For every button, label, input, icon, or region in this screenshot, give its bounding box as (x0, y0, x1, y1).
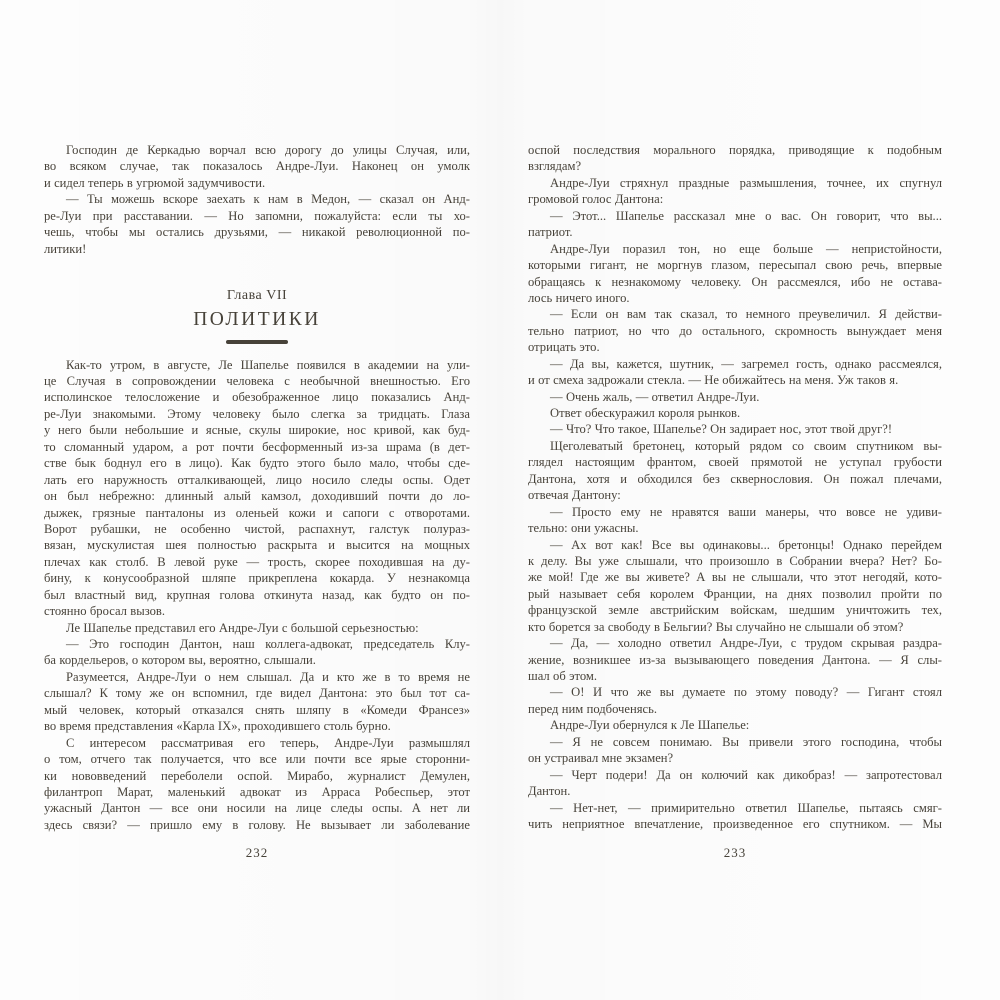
text-line: кто борется за свободу в Бельгии? Вы случайно не слышали об этом? (528, 619, 904, 634)
text-line: ужасный Дантон — все они носили на лице следы оспы. А нет ли (44, 801, 470, 816)
text-line: вязан, мускулистая шея полностью раскрыта и высится на мощных (44, 538, 470, 553)
paragraph (528, 208, 942, 241)
paragraph (528, 504, 942, 537)
text-line: и сидел теперь в угрюмой задумчивости. (44, 175, 266, 190)
text-line: — Да, — холодно ответил Андре-Луи, с трудом скрывая раздра- (550, 636, 942, 651)
text-line: Господин де Керкадью ворчал всю дорогу до улицы Случая, или, (66, 143, 470, 157)
text-line: во всяком случае, так показалось Андре-Луи. Наконец он умолк (44, 159, 470, 174)
text-line: — Что? Что такое, Шапелье? Он задирает нос, этот твой друг?! (550, 422, 893, 437)
text-line: Разумеется, Андре-Луи о нем слышал. Да и кто же в то время не (66, 669, 470, 684)
text-line: рый называет себя королем Франции, на днях позволил пройти по (528, 586, 942, 601)
text-line: перед ним подбоченясь. (528, 701, 657, 716)
chapter-heading (44, 257, 470, 357)
text-line: Ле Шапелье представил его Андре-Луи с большой серьезностью: (66, 620, 419, 635)
text-line: — Нет-нет, — примирительно ответил Шапелье, пытаясь смяг- (550, 800, 942, 815)
paragraph (44, 620, 470, 636)
text-line: ре-Луи при расставании. — Но запомни, пожалуйста: если ты хо- (44, 208, 470, 223)
paragraph (44, 669, 470, 735)
paragraph (44, 357, 470, 620)
paragraph (44, 191, 470, 257)
text-line: взглядам? (528, 159, 582, 174)
paragraph (528, 241, 942, 307)
text-line: обращаясь к незнакомому человеку. Он рассмеялся, ибо не остава- (528, 274, 942, 289)
text-line: Андре-Луи поразил тон, но еще больше — непристойности, (550, 241, 942, 256)
text-line: у него были небольшие и ясные, скулы широкие, нос кривой, как буд- (44, 423, 470, 438)
text-line: стоянно бросал вызов. (44, 604, 165, 619)
paragraph (44, 142, 470, 191)
text-line: — О! И что же вы думаете по этому поводу? — Гигант стоял (550, 685, 942, 700)
text-line: Ворот рубашки, не особенно чистой, распахнут, галстук полураз- (44, 521, 470, 536)
paragraph (528, 356, 942, 389)
text-line: тельно: они ужасны. (528, 521, 639, 536)
text-line: жение, возникшее из-за вызывающего поведения Дантона. — Я слы- (528, 652, 942, 667)
text-line: — Я не совсем понимаю. Вы привели этого господина, чтобы (550, 734, 942, 749)
text-line: це Случая в сопровождении человека с необычной внешностью. Его (44, 374, 470, 388)
paragraph (528, 175, 942, 208)
text-line: которыми гигант, не моргнув глазом, пересыпал свою речь, впервые (528, 258, 942, 273)
text-line: — Это господин Дантон, наш коллега-адвокат, председатель Клу- (66, 637, 470, 651)
paragraph (528, 767, 942, 800)
text-line: слышал? К тому же он вспомнил, где видел Дантона: это был тот са- (44, 686, 470, 701)
text-line: — Если он вам так сказал, то немного преувеличил. Я действи- (550, 307, 942, 322)
paragraph (528, 389, 942, 405)
paragraph (528, 717, 942, 733)
chapter-title: ПОЛИТИКИ (193, 309, 321, 331)
paragraph (44, 735, 470, 834)
text-line: — Да вы, кажется, шутник, — загремел гость, однако рассмеялся, (550, 356, 942, 371)
text-line: Дантон. (528, 784, 571, 799)
text-line: — Ах вот как! Все вы одинаковы... бретонцы! Однако перейдем (550, 537, 942, 552)
text-line: тельно патриот, но что до остального, скромность вынуждает меня (528, 323, 942, 338)
text-line: глядел настоящим франтом, своей прямотой не уступал грубости (528, 455, 942, 470)
paragraph (44, 636, 470, 669)
text-line: мый человек, который отказался снять шляпу в «Комеди Франсез» (44, 702, 470, 717)
text-line: ба кордельеров, о котором вы, вероятно, слышали. (44, 653, 316, 668)
right-page-number: 233 (723, 845, 747, 860)
text-line: Как-то утром, в августе, Ле Шапелье появился в академии на ули- (66, 357, 470, 372)
text-line: оспой последствия морального порядка, приводящие к подобным (528, 143, 942, 157)
text-line: — Очень жаль, — ответил Андре-Луи. (550, 389, 760, 404)
text-line: же мой! Где же вы живете? А вы не слышали, что этот негодяй, кото- (528, 570, 942, 585)
paragraph (528, 635, 942, 684)
paragraph (528, 142, 942, 175)
text-line: стве бык боднул его в лицо). Как будто этого было мало, чтобы сде- (44, 456, 470, 471)
chapter-label: Глава VII (226, 288, 288, 304)
text-line: дыжек, грязные панталоны из оленьей кожи и сапоги с отворотами. (44, 505, 470, 520)
paragraph (528, 800, 942, 833)
text-line: филантроп Марат, маленький адвокат из Арраса Робеспьер, этот (44, 784, 470, 799)
text-line: отвечая Дантону: (528, 488, 621, 503)
chapter-rule-ornament (226, 340, 288, 344)
text-line: Андре-Луи стряхнул праздные размышления, точнее, их спугнул (550, 175, 942, 190)
text-line: здесь связи? — пришло ему в голову. Не вызывает ли заболевание (44, 817, 470, 832)
text-line: отрицать это. (528, 340, 600, 355)
text-line: был властный вид, крупная голова откинута назад, как будто он по- (44, 587, 470, 602)
text-line: Ответ обескуражил короля рынков. (550, 406, 741, 420)
text-line: С интересом рассматривая его теперь, Андре-Луи размышлял (66, 735, 470, 750)
left-page-number: 232 (245, 845, 269, 860)
text-line: — Просто ему не нравятся ваши манеры, что вовсе не удиви- (550, 504, 942, 519)
text-line: ре-Луи знакомыми. Этому человеку было слегка за тридцать. Глаза (44, 406, 470, 421)
paragraph (528, 405, 942, 421)
text-line: бину, к конусообразной шляпе прикреплена кокарда. У незнакомца (44, 571, 470, 586)
text-line: Дантона, хотя и обходился без сквернословия. Он пожал плечами, (528, 471, 942, 486)
text-line: литики! (44, 241, 87, 256)
paragraph (528, 306, 942, 355)
text-line: чить неприятное впечатление, произведенное его спутником. — Мы (528, 816, 942, 831)
text-line: плечах как столб. В левой руке — трость, скорее походившая на ду- (44, 554, 470, 569)
text-line: он устраивал мне экзамен? (528, 751, 674, 766)
text-line: французской земле австрийским войскам, шедшим уничтожить тех, (528, 603, 942, 618)
text-line: Андре-Луи обернулся к Ле Шапелье: (550, 718, 750, 733)
text-line: во время представления «Карла IX», проходившего столь бурно. (44, 719, 391, 734)
text-line: — Этот... Шапелье рассказал мне о вас. Он говорит, что вы... (550, 208, 942, 223)
text-line: чешь, чтобы мы остались друзьями, — никакой революционной по- (44, 225, 470, 240)
text-line: — Черт подери! Да он колючий как дикобраз! — запротестовал (550, 767, 942, 782)
text-line: ки нововведений переболели оспой. Мирабо, журналист Демулен, (44, 768, 470, 783)
right-page-text-column (528, 142, 942, 832)
text-line: лать его наружность отталкивающей, лицо носило следы оспы. Одет (44, 472, 470, 487)
text-line: и от смеха задрожали стекла. — Не обижайтесь на меня. Уж таков я. (528, 373, 899, 388)
text-line: лось ничего иного. (528, 290, 630, 305)
text-line: — Ты можешь вскоре заехать к нам в Медон, — сказал он Анд- (66, 192, 470, 207)
paragraph (528, 734, 942, 767)
text-line: исполинское телосложение и обезображенное лицо показались Анд- (44, 390, 470, 405)
paragraph (528, 537, 942, 636)
text-line: шал об этом. (528, 669, 598, 683)
paragraph (528, 421, 942, 437)
paragraph (528, 684, 942, 717)
text-line: он был небрежно: длинный алый камзол, доходивший почти до ло- (44, 489, 470, 504)
text-line: патриот. (528, 225, 573, 240)
text-line: то сломанный ударом, а рот почти бесформенный из-за шрама (в дет- (44, 439, 470, 454)
paragraph (528, 438, 942, 504)
text-line: громовой голос Дантона: (528, 192, 664, 207)
text-line: Щеголеватый бретонец, который рядом со своим спутником вы- (550, 438, 942, 453)
left-page-text-column (44, 142, 470, 833)
text-line: к делу. Вы уже слышали, что произошло в Собрании вчера? Нет? Бо- (528, 553, 942, 568)
text-line: о том, отчего так получается, что все или почти все ярые сторонни- (44, 752, 470, 767)
